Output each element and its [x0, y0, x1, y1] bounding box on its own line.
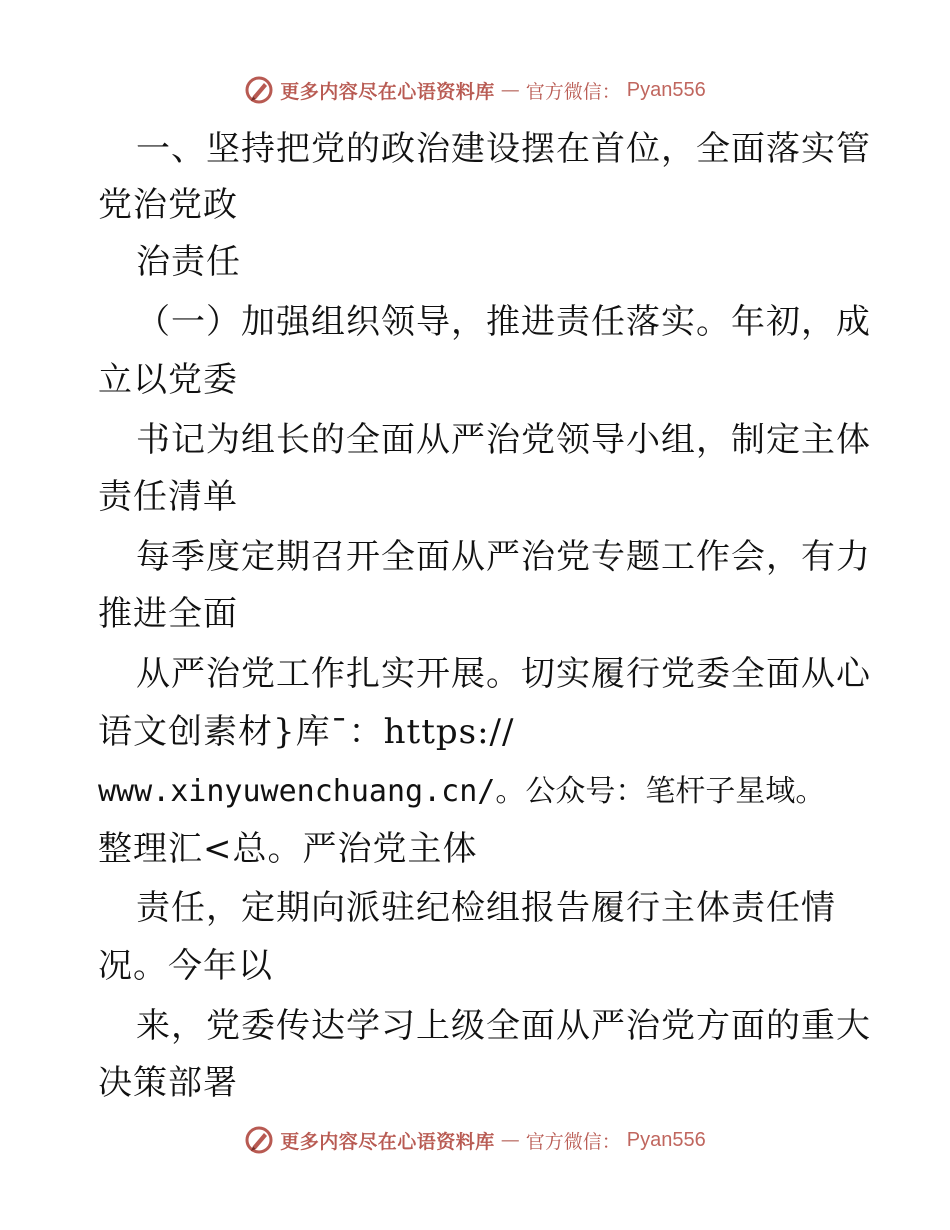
text-line: 推进全面 [98, 594, 238, 634]
text-line: 况。今年以 [98, 946, 273, 986]
text-line: 党治党政 [98, 185, 238, 225]
banner-separator: — [500, 79, 520, 101]
text-line: 决策部署 [98, 1063, 238, 1103]
text-line: 从严治党工作扎实开展。切实履行党委全面从心 [136, 654, 871, 694]
text-line: 立以党委 [98, 360, 238, 400]
text-line: 来，党委传达学习上级全面从严治党方面的重大 [136, 1006, 871, 1046]
text-line: 每季度定期召开全面从严治党专题工作会，有力 [136, 537, 871, 577]
text-line: （一）加强组织领导，推进责任落实。年初，成 [136, 302, 871, 342]
pen-logo-icon [244, 1125, 274, 1155]
wechat-label: 官方微信： [525, 80, 621, 103]
wechat-id: Pyan556 [626, 1128, 706, 1151]
text-line: www.xinyuwenchuang.cn/。公众号：笔杆子星域。 [98, 774, 826, 809]
text-line: 书记为组长的全面从严治党领导小组，制定主体 [136, 420, 871, 460]
footer-watermark-banner [0, 1120, 950, 1160]
text-line: 责任，定期向派驻纪检组报告履行主体责任情 [136, 888, 836, 928]
pen-logo-icon [244, 75, 274, 105]
text-line: 责任清单 [98, 477, 238, 517]
text-line: 治责任 [136, 242, 241, 282]
text-line: 一、坚持把党的政治建设摆在首位，全面落实管 [136, 129, 871, 169]
banner-separator: — [500, 1129, 520, 1151]
text-line: 整理汇<总。严治党主体 [98, 829, 478, 869]
wechat-label: 官方微信： [525, 1130, 621, 1153]
header-watermark-banner [0, 70, 950, 110]
site-name: 更多内容尽在心语资料库 [280, 80, 495, 103]
wechat-id: Pyan556 [626, 78, 706, 101]
text-line: 语文创素材}库¯：https:// [98, 712, 515, 752]
site-name: 更多内容尽在心语资料库 [280, 1130, 495, 1153]
